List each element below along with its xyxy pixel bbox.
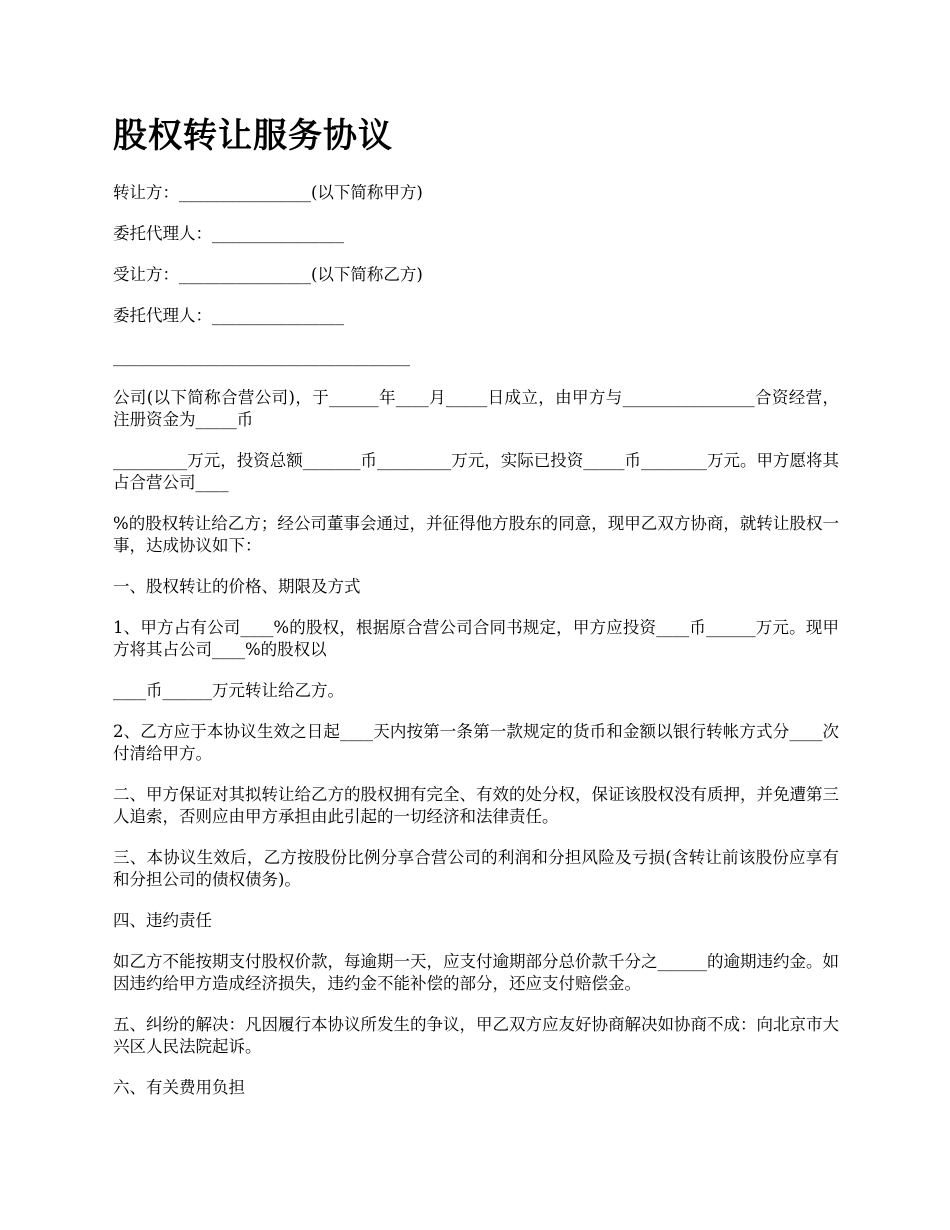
blank-line: ____________________________________	[113, 347, 410, 366]
document-title: 股权转让服务协议	[113, 116, 393, 156]
clause-1-2: 2、乙方应于本协议生效之日起____天内按第一条第一款规定的货币和金额以银行转帐方式分____次付清给甲方。	[113, 722, 839, 763]
section-heading-fees: 六、有关费用负担	[113, 1078, 245, 1097]
paragraph-company-intro: 公司(以下简称合营公司)，于______年____月_____日成立，由甲方与________________合资经营，注册资金为_____币	[113, 388, 839, 429]
transferor-agent-line: 委托代理人：________________	[113, 224, 344, 243]
section-heading-price: 一、股权转让的价格、期限及方式	[113, 577, 361, 596]
transferee-line: 受让方：________________(以下简称乙方)	[113, 265, 423, 284]
clause-4-body: 如乙方不能按期支付股权价款，每逾期一天，应支付逾期部分总价款千分之______的逾期违约金。如因违约给甲方造成经济损失，违约金不能补偿的部分，还应支付赔偿金。	[113, 952, 839, 993]
section-heading-liability: 四、违约责任	[113, 911, 212, 930]
clause-1-1: 1、甲方占有公司____%的股权，根据原合营公司合同书规定，甲方应投资____币______万元。现甲方将其占公司____%的股权以	[113, 618, 839, 659]
transferee-agent-line: 委托代理人：________________	[113, 306, 344, 325]
clause-5: 五、纠纷的解决：凡因履行本协议所发生的争议，甲乙双方应友好协商解决如协商不成：向北京市大兴区人民法院起诉。	[113, 1015, 839, 1056]
clause-2: 二、甲方保证对其拟转让给乙方的股权拥有完全、有效的处分权，保证该股权没有质押，并免遭第三人追索，否则应由甲方承担由此引起的一切经济和法律责任。	[113, 785, 839, 826]
clause-3: 三、本协议生效后，乙方按股份比例分享合营公司的利润和分担风险及亏损(含转让前该股份应享有和分担公司的债权债务)。	[113, 848, 839, 889]
paragraph-agreement-intro: %的股权转让给乙方；经公司董事会通过，并征得他方股东的同意，现甲乙双方协商，就转让股权一事，达成协议如下：	[113, 514, 839, 555]
paragraph-investment: _________万元，投资总额_______币_________万元，实际已投资_____币________万元。甲方愿将其占合营公司____	[113, 451, 839, 492]
document-page	[113, 112, 839, 1118]
transferor-line: 转让方：________________(以下简称甲方)	[113, 183, 423, 202]
clause-1-1-continued: ____币______万元转让给乙方。	[113, 681, 344, 700]
